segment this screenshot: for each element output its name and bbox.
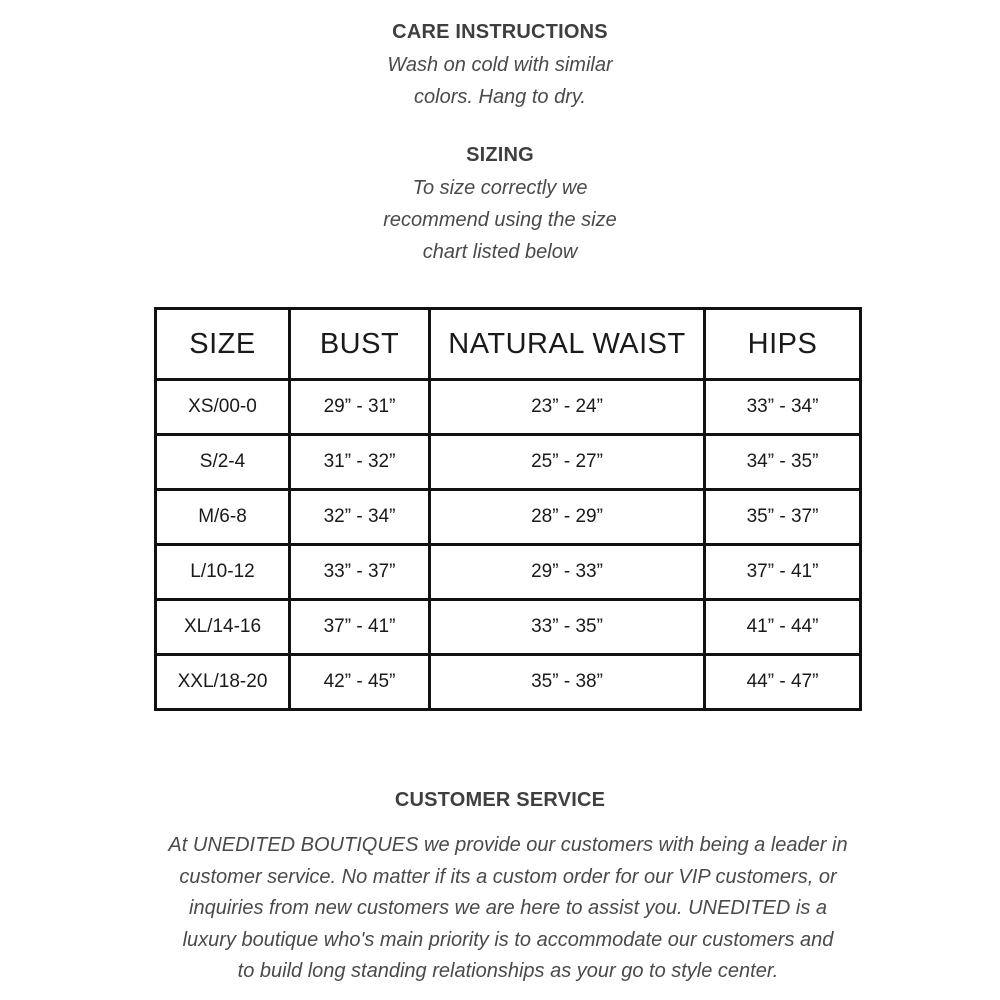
sizing-text	[0, 172, 1000, 268]
hips-cell: 37” - 41”	[705, 545, 861, 600]
size-cell: L/10-12	[156, 545, 290, 600]
waist-cell: 23” - 24”	[430, 380, 705, 435]
hips-cell: 34” - 35”	[705, 435, 861, 490]
hips-cell: 35” - 37”	[705, 490, 861, 545]
care-instructions-text	[0, 49, 1000, 113]
waist-cell: 25” - 27”	[430, 435, 705, 490]
size-cell: S/2-4	[156, 435, 290, 490]
table-row	[156, 655, 861, 710]
service-line: luxury boutique who's main priority is to accommodate our customers and	[182, 928, 834, 951]
sizing-line: chart listed below	[422, 241, 578, 263]
size-chart-table	[154, 307, 862, 711]
bust-cell: 37” - 41”	[290, 600, 430, 655]
service-line: inquiries from new customers we are here to assist you. UNEDITED is a	[189, 897, 827, 919]
bust-cell: 29” - 31”	[290, 380, 430, 435]
table-row	[156, 380, 861, 435]
table-row	[156, 435, 861, 490]
bust-cell: 42” - 45”	[290, 655, 430, 710]
bust-cell: 33” - 37”	[290, 545, 430, 600]
hips-cell: 41” - 44”	[705, 600, 861, 655]
service-line: At UNEDITED BOUTIQUES we provide our customers with being a leader in	[168, 834, 848, 856]
header-hips: HIPS	[705, 309, 861, 380]
bust-cell: 31” - 32”	[290, 435, 430, 490]
service-line: to build long standing relationships as your go to style center.	[237, 960, 779, 982]
size-cell: XL/14-16	[156, 600, 290, 655]
table-row	[156, 600, 861, 655]
waist-cell: 33” - 35”	[430, 600, 705, 655]
service-line: customer service. No matter if its a custom order for our VIP customers, or	[179, 865, 837, 888]
size-cell: XS/00-0	[156, 380, 290, 435]
header-bust: BUST	[290, 309, 430, 380]
size-cell: XXL/18-20	[156, 655, 290, 710]
bust-cell: 32” - 34”	[290, 490, 430, 545]
size-cell: M/6-8	[156, 490, 290, 545]
care-instructions-heading: CARE INSTRUCTIONS	[392, 21, 608, 43]
header-natural-waist: NATURAL WAIST	[430, 309, 705, 380]
waist-cell: 29” - 33”	[430, 545, 705, 600]
waist-cell: 28” - 29”	[430, 490, 705, 545]
hips-cell: 33” - 34”	[705, 380, 861, 435]
header-size: SIZE	[156, 309, 290, 380]
waist-cell: 35” - 38”	[430, 655, 705, 710]
care-line: Wash on cold with similar	[387, 54, 613, 76]
table-row	[156, 545, 861, 600]
sizing-line: To size correctly we	[412, 177, 588, 199]
hips-cell: 44” - 47”	[705, 655, 861, 710]
sizing-line: recommend using the size	[383, 209, 617, 231]
customer-service-text	[100, 830, 916, 988]
customer-service-heading: CUSTOMER SERVICE	[394, 789, 606, 811]
size-chart-header-row	[156, 309, 861, 380]
table-row	[156, 490, 861, 545]
sizing-heading: SIZING	[466, 144, 534, 166]
care-line: colors. Hang to dry.	[414, 86, 586, 108]
